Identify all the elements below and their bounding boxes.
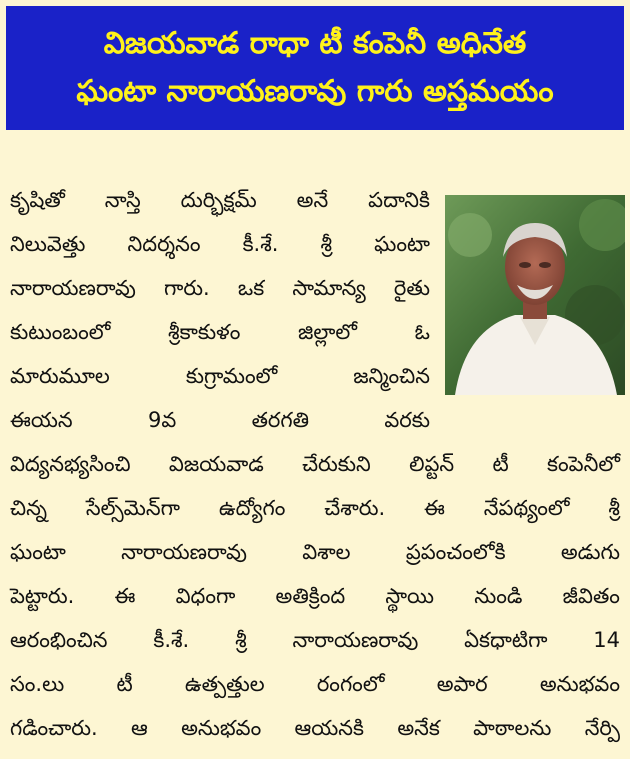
article-word: సామాన్య: [292, 276, 366, 300]
article-word: స్థాయి: [385, 584, 435, 608]
article-word: టీ: [492, 452, 509, 476]
article-line: [10, 266, 430, 310]
article-word: తరగతి: [251, 408, 310, 432]
article-word: కీ.శే.: [242, 232, 279, 256]
article-word: గడించారు.: [10, 716, 98, 740]
article-word: కృషితో: [10, 188, 65, 212]
article-word: అనే: [296, 188, 329, 212]
article-word: నేర్పి: [584, 716, 620, 740]
article-word: అనుభవం: [539, 672, 620, 696]
article-word: జీవితం: [562, 584, 620, 608]
article-word: కుగ్రామంలో: [185, 364, 278, 388]
article-word: లిప్టన్: [409, 452, 455, 476]
article-word: ఘంటా: [374, 232, 430, 256]
article-word: కంపెనీలో: [547, 452, 620, 476]
article-line: [10, 574, 620, 618]
article-word: సం.లు: [10, 672, 65, 696]
article-word: ఈ: [424, 496, 445, 520]
article-word: ఉద్యోగం: [218, 496, 286, 520]
article-word: ఘంటా: [10, 540, 66, 564]
article-word: ఒక: [237, 276, 265, 300]
article-word: కుటుంబంలో: [10, 320, 111, 344]
article-word: చేరుకుని: [302, 452, 371, 476]
article-word: నారాయణరావు: [121, 540, 247, 564]
article-word: వరకు: [384, 408, 430, 432]
article-word: శ్రీ: [320, 232, 333, 256]
article-word: నుండి: [474, 584, 523, 608]
article-word: అనుభవం: [181, 716, 262, 740]
article-word: చేశారు.: [324, 496, 386, 520]
article-word: సేల్స్‌మెన్‌గా: [85, 496, 180, 520]
article-word: నారాయణరావు: [292, 628, 419, 652]
article-line: [10, 442, 620, 486]
headline-banner: [6, 6, 624, 130]
article-word: టీ: [116, 672, 133, 696]
article-line: [10, 222, 430, 266]
article-word: పెట్టారు.: [10, 584, 75, 608]
article-word: ఏకధాటిగా: [464, 628, 548, 652]
article-word: 14: [593, 628, 620, 652]
article-word: అతిక్రింద: [275, 584, 346, 608]
article-line: [10, 486, 620, 530]
headline-line-1: విజయవాడ రాధా టీ కంపెనీ అధినేత: [103, 26, 527, 61]
article-word: విశాల: [302, 540, 351, 564]
article-word: నారాయణరావు: [10, 276, 136, 300]
article-line: [10, 354, 430, 398]
headline-line-2: ఘంటా నారాయణరావు గారు అస్తమయం: [76, 74, 554, 109]
article-word: ఈ: [114, 584, 136, 608]
article-word: అనేక: [397, 716, 440, 740]
article-word: ఆ: [131, 716, 148, 740]
article-line: [10, 706, 620, 750]
article-word: కీ.శే.: [153, 628, 190, 652]
article-word: ఈయన: [10, 408, 73, 432]
article-line: [10, 178, 430, 222]
article-word: గారు.: [163, 276, 210, 300]
portrait-image: [445, 195, 625, 395]
article-word: ఆరంభించిన: [10, 628, 108, 652]
article-word: నిలువెత్తు: [10, 232, 86, 256]
article-word: శ్రీకాకుళం: [168, 320, 241, 344]
article-word: అడుగు: [560, 540, 620, 564]
article-line: [10, 398, 430, 442]
article-word: శ్రీ: [608, 496, 620, 520]
article-word: జిల్లాలో: [298, 320, 357, 344]
article-word: విధంగా: [175, 584, 236, 608]
portrait-photo: [445, 195, 625, 395]
article-word: విద్యనభ్యసించి: [10, 452, 131, 476]
article-word: విజయవాడ: [168, 452, 264, 476]
article-word: ప్రపంచంలోకి: [405, 540, 506, 564]
article-word: దుర్భిక్షమ్: [180, 188, 257, 212]
article-line: [10, 662, 620, 706]
article-word: ఆయనకి: [294, 716, 364, 740]
article-word: మారుమూల: [10, 364, 110, 388]
article-word: చిన్న: [10, 496, 48, 520]
article-word: 9వ: [147, 408, 177, 432]
article-word: పాఠాలను: [473, 716, 552, 740]
article-word: ఉత్పత్తుల: [184, 672, 265, 696]
article-word: శ్రీ: [235, 628, 247, 652]
article-word: పదానికి: [368, 188, 430, 212]
article-word: జన్మించిన: [353, 364, 430, 388]
article-word: నాస్తి: [104, 188, 141, 212]
article-word: రైతు: [393, 276, 430, 300]
article-line: [10, 530, 620, 574]
article-line: [10, 618, 620, 662]
article-word: నిదర్శనం: [127, 232, 201, 256]
article-word: నేపథ్యంలో: [483, 496, 570, 520]
article-line: [10, 310, 430, 354]
article-word: రంగంలో: [316, 672, 385, 696]
article-word: ఓ: [414, 320, 430, 344]
article-word: అపార: [436, 672, 488, 696]
